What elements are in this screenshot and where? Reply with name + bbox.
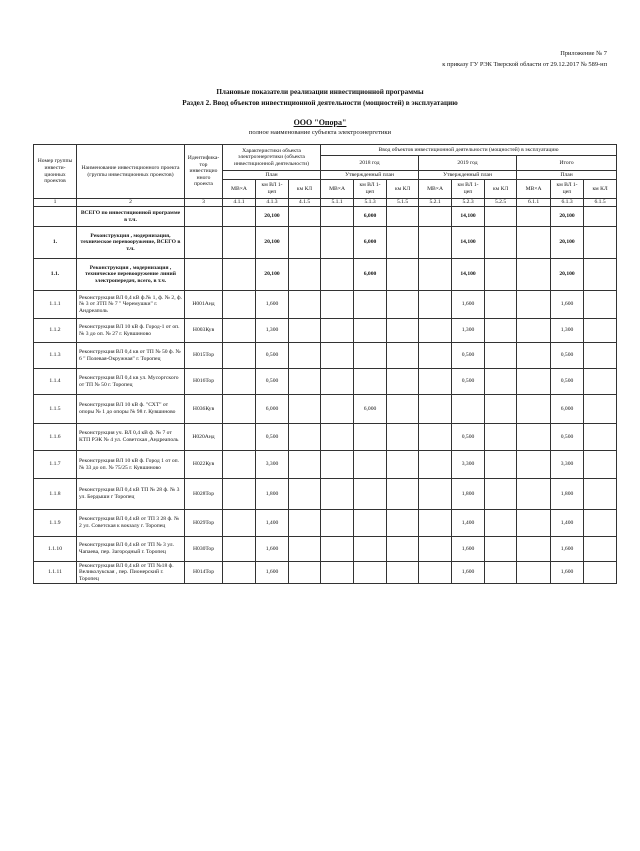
row-number: 1.1. [34, 259, 77, 291]
column-number: 3 [185, 199, 223, 207]
empty-cell [321, 451, 354, 479]
empty-cell [223, 227, 256, 259]
row-2019-km-vl: 0,500 [452, 424, 485, 451]
empty-cell [289, 424, 321, 451]
row-project-id: Н030Тор [185, 537, 223, 562]
row-total-km-vl: 20,100 [551, 207, 584, 227]
empty-cell [517, 291, 551, 319]
header-year-2018: 2018 год [321, 156, 419, 171]
column-number-row [34, 199, 617, 207]
row-project-name: Реконструкция , модернизация, техническое перевооружение, ВСЕГО в т.ч. [77, 227, 185, 259]
table-body [34, 207, 617, 584]
investment-table [33, 144, 617, 584]
row-total-km-vl: 0,500 [551, 369, 584, 395]
empty-cell [387, 424, 419, 451]
empty-cell [517, 207, 551, 227]
header-unit-km-kl: км КЛ [584, 180, 617, 199]
empty-cell [223, 259, 256, 291]
row-project-id: Н029Тор [185, 510, 223, 537]
header-unit-km-kl: км КЛ [387, 180, 419, 199]
column-number: 6.1.5 [584, 199, 617, 207]
section-title: Раздел 2. Ввод объектов инвестиционной деятельности (мощностей) в эксплуатацию [182, 99, 458, 107]
empty-cell [584, 369, 617, 395]
row-plan-km-vl: 1,600 [256, 562, 289, 584]
empty-cell [223, 510, 256, 537]
empty-cell [387, 562, 419, 584]
empty-cell [485, 259, 517, 291]
empty-cell [387, 451, 419, 479]
empty-cell [387, 369, 419, 395]
empty-cell [289, 207, 321, 227]
row-project-id: Н036Кув [185, 395, 223, 424]
document-title: Плановые показатели реализации инвестиционной программы [216, 88, 424, 96]
table-row [34, 395, 617, 424]
empty-cell [419, 227, 452, 259]
row-total-km-vl: 6,000 [551, 395, 584, 424]
document-header [442, 48, 607, 70]
empty-cell [321, 207, 354, 227]
empty-cell [584, 227, 617, 259]
empty-cell [387, 259, 419, 291]
header-characteristics: Характеристики объекта электроэнергетики (объекта инвестиционной деятельности) [223, 145, 321, 171]
row-2019-km-vl: 1,400 [452, 510, 485, 537]
row-project-id [185, 259, 223, 291]
empty-cell [485, 510, 517, 537]
empty-cell [387, 291, 419, 319]
empty-cell [289, 510, 321, 537]
empty-cell [517, 259, 551, 291]
row-plan-km-vl: 20,100 [256, 259, 289, 291]
row-plan-km-vl: 20,100 [256, 207, 289, 227]
row-plan-km-vl: 1,600 [256, 537, 289, 562]
row-number: 1.1.5 [34, 395, 77, 424]
row-project-name: Реконструкция ВЛ 0,4 кВ от ТП 3 28 ф. № 2 ул. Советская к вокзалу г. Торопец [77, 510, 185, 537]
empty-cell [517, 319, 551, 343]
table-row [34, 319, 617, 343]
table-row [34, 369, 617, 395]
table-row [34, 227, 617, 259]
table-row [34, 343, 617, 369]
empty-cell [387, 207, 419, 227]
empty-cell [321, 562, 354, 584]
empty-cell [223, 537, 256, 562]
header-unit-km-vl: км ВЛ 1-цеп [256, 180, 289, 199]
row-number: 1.1.1 [34, 291, 77, 319]
empty-cell [485, 479, 517, 510]
row-project-id: Н014Тор [185, 562, 223, 584]
row-project-name: Реконструкция уч. ВЛ 0,4 кВ ф. № 7 от КТП РЭК № 4 ул. Советская ,Андреаполь [77, 424, 185, 451]
empty-cell [387, 510, 419, 537]
row-project-name: Реконструкция ВЛ 10 кВ ф. Город-1 от оп. № 3 до оп. № 27 г. Кувшиново [77, 319, 185, 343]
row-project-id: Н022Кув [185, 451, 223, 479]
empty-cell [321, 319, 354, 343]
row-number: 1.1.4 [34, 369, 77, 395]
row-2019-km-vl: 1,600 [452, 562, 485, 584]
table-row [34, 291, 617, 319]
empty-cell [223, 207, 256, 227]
header-name: Наименование инвестиционного проекта (группы инвестиционных проектов) [77, 145, 185, 199]
header-unit-mva: МВ×А [321, 180, 354, 199]
row-2019-km-vl: 1,800 [452, 479, 485, 510]
row-total-km-vl: 0,500 [551, 424, 584, 451]
row-2018-km-vl: 6,000 [354, 259, 387, 291]
table-row [34, 424, 617, 451]
empty-cell [387, 537, 419, 562]
empty-cell [321, 395, 354, 424]
row-number: 1.1.8 [34, 479, 77, 510]
row-2019-km-vl: 14,100 [452, 227, 485, 259]
header-plan-total: План [517, 171, 617, 180]
empty-cell [419, 207, 452, 227]
row-2019-km-vl: 1,600 [452, 537, 485, 562]
organization-name: ООО "Опора" [293, 118, 347, 127]
empty-cell [289, 291, 321, 319]
row-total-km-vl: 20,100 [551, 259, 584, 291]
row-number: 1.1.3 [34, 343, 77, 369]
header-commissioning: Ввод объектов инвестиционной деятельности (мощностей) в эксплуатацию [321, 145, 617, 156]
empty-cell [321, 369, 354, 395]
empty-cell [289, 343, 321, 369]
empty-cell [419, 424, 452, 451]
table-row [34, 259, 617, 291]
row-project-id [185, 227, 223, 259]
empty-cell [485, 319, 517, 343]
empty-cell [223, 291, 256, 319]
empty-cell [584, 562, 617, 584]
header-unit-km-kl: км КЛ [289, 180, 321, 199]
row-project-name: Реконструкция , модернизация , техническое перевооружение линий электропередач, всего, в т.ч. [77, 259, 185, 291]
row-plan-km-vl: 1,400 [256, 510, 289, 537]
empty-cell [517, 369, 551, 395]
row-number: 1.1.7 [34, 451, 77, 479]
row-project-name: Реконструкция ВЛ 0,4 кВ ф.№ 1, ф. № 2, ф. № 3 от ЗТП № 7 " Черемушки" г. Андреаполь [77, 291, 185, 319]
empty-cell [387, 343, 419, 369]
empty-cell [419, 562, 452, 584]
empty-cell [485, 451, 517, 479]
column-number: 6.1.1 [517, 199, 551, 207]
empty-cell [419, 319, 452, 343]
row-2018-km-vl: 6,000 [354, 227, 387, 259]
empty-cell [485, 369, 517, 395]
column-number: 4.1.3 [256, 199, 289, 207]
empty-cell [289, 227, 321, 259]
table-row [34, 562, 617, 584]
header-unit-mva: МВ×А [223, 180, 256, 199]
empty-cell [485, 395, 517, 424]
row-number [34, 207, 77, 227]
table-row [34, 479, 617, 510]
row-number: 1.1.11 [34, 562, 77, 584]
header-unit-km-vl: км ВЛ 1-цеп [452, 180, 485, 199]
header-unit-mva: МВ×А [517, 180, 551, 199]
column-number: 5.1.5 [387, 199, 419, 207]
column-number: 1 [34, 199, 77, 207]
row-project-name: Реконструкция ВЛ 0,4 кв ул. Мусоргского от ТП № 50 г. Торопец [77, 369, 185, 395]
empty-cell [419, 395, 452, 424]
row-number: 1.1.10 [34, 537, 77, 562]
empty-cell [485, 291, 517, 319]
empty-cell [223, 343, 256, 369]
row-2018-km-vl [354, 424, 387, 451]
row-2018-km-vl [354, 510, 387, 537]
empty-cell [321, 343, 354, 369]
row-2019-km-vl [452, 395, 485, 424]
row-project-id: Н020Анд [185, 424, 223, 451]
empty-cell [387, 319, 419, 343]
empty-cell [517, 562, 551, 584]
empty-cell [419, 537, 452, 562]
row-plan-km-vl: 6,000 [256, 395, 289, 424]
row-project-name: ВСЕГО по инвестиционной программе в т.ч. [77, 207, 185, 227]
header-id: Идентифика-тор инвестицио нного проекта [185, 145, 223, 199]
empty-cell [321, 291, 354, 319]
header-num: Номер группы инвести-ционных проектов [34, 145, 77, 199]
empty-cell [289, 395, 321, 424]
empty-cell [517, 343, 551, 369]
empty-cell [223, 424, 256, 451]
row-project-id: Н028Тор [185, 479, 223, 510]
empty-cell [485, 537, 517, 562]
row-total-km-vl: 1,600 [551, 291, 584, 319]
row-total-km-vl: 1,800 [551, 479, 584, 510]
empty-cell [485, 207, 517, 227]
empty-cell [584, 479, 617, 510]
empty-cell [584, 291, 617, 319]
table-row [34, 537, 617, 562]
row-2019-km-vl: 1,600 [452, 291, 485, 319]
empty-cell [419, 343, 452, 369]
row-2019-km-vl: 0,500 [452, 369, 485, 395]
row-2019-km-vl: 14,100 [452, 259, 485, 291]
row-plan-km-vl: 1,800 [256, 479, 289, 510]
row-2018-km-vl [354, 562, 387, 584]
row-number: 1.1.9 [34, 510, 77, 537]
row-plan-km-vl: 0,500 [256, 343, 289, 369]
empty-cell [485, 343, 517, 369]
column-number: 2 [77, 199, 185, 207]
row-plan-km-vl: 1,300 [256, 319, 289, 343]
row-project-name: Реконструкция ВЛ 10 кВ ф. "СХТ" от опоры № 1 до опоры № 98 г. Кувшиново [77, 395, 185, 424]
empty-cell [223, 395, 256, 424]
header-total: Итого [517, 156, 617, 171]
empty-cell [223, 319, 256, 343]
empty-cell [321, 479, 354, 510]
empty-cell [321, 537, 354, 562]
empty-cell [517, 227, 551, 259]
empty-cell [517, 479, 551, 510]
row-total-km-vl: 1,600 [551, 562, 584, 584]
header-unit-km-vl: км ВЛ 1-цеп [551, 180, 584, 199]
empty-cell [419, 291, 452, 319]
row-project-name: Реконструкция ВЛ 0,4 кв от ТП № 50 ф. № 6 " Полевая-Окружная" г. Торопец [77, 343, 185, 369]
row-2019-km-vl: 0,500 [452, 343, 485, 369]
column-number: 5.2.5 [485, 199, 517, 207]
row-project-id: Н015Тор [185, 343, 223, 369]
row-2018-km-vl [354, 291, 387, 319]
empty-cell [584, 537, 617, 562]
empty-cell [223, 562, 256, 584]
row-project-name: Реконструкция ВЛ 10 кВ ф. Город 1 от оп. № 33 до оп. № 75/25 г. Кувшиново [77, 451, 185, 479]
empty-cell [321, 510, 354, 537]
row-plan-km-vl: 0,500 [256, 369, 289, 395]
row-plan-km-vl: 1,600 [256, 291, 289, 319]
empty-cell [419, 451, 452, 479]
table-row [34, 207, 617, 227]
header-unit-km-vl: км ВЛ 1-цеп [354, 180, 387, 199]
row-number: 1.1.2 [34, 319, 77, 343]
column-number: 4.1.5 [289, 199, 321, 207]
empty-cell [321, 227, 354, 259]
row-2019-km-vl: 14,100 [452, 207, 485, 227]
row-2018-km-vl: 6,000 [354, 207, 387, 227]
row-project-name: Реконструкция ВЛ 0,4 кВ от ТП №18 ф. Великолукская , пер. Пионерский г. Торопец [77, 562, 185, 584]
empty-cell [321, 424, 354, 451]
empty-cell [223, 479, 256, 510]
row-2018-km-vl [354, 343, 387, 369]
empty-cell [387, 227, 419, 259]
empty-cell [584, 451, 617, 479]
column-number: 6.1.3 [551, 199, 584, 207]
header-unit-km-kl: км КЛ [485, 180, 517, 199]
empty-cell [517, 510, 551, 537]
row-total-km-vl: 1,300 [551, 319, 584, 343]
row-plan-km-vl: 0,500 [256, 424, 289, 451]
row-project-id: Н003Кув [185, 319, 223, 343]
empty-cell [387, 395, 419, 424]
empty-cell [584, 395, 617, 424]
empty-cell [517, 424, 551, 451]
row-2018-km-vl [354, 451, 387, 479]
empty-cell [517, 395, 551, 424]
empty-cell [584, 319, 617, 343]
row-project-name: Реконструкция ВЛ 0,4 кВ ТП № 28 ф. № 3 ул. Бердыши г Торопец [77, 479, 185, 510]
empty-cell [289, 369, 321, 395]
empty-cell [289, 537, 321, 562]
empty-cell [485, 424, 517, 451]
empty-cell [517, 537, 551, 562]
empty-cell [419, 510, 452, 537]
empty-cell [584, 510, 617, 537]
row-2018-km-vl: 6,000 [354, 395, 387, 424]
empty-cell [485, 562, 517, 584]
header-year-2019: 2019 год [419, 156, 517, 171]
empty-cell [419, 259, 452, 291]
column-number: 5.2.1 [419, 199, 452, 207]
row-project-id [185, 207, 223, 227]
empty-cell [517, 451, 551, 479]
row-project-id: Н016Тор [185, 369, 223, 395]
column-number: 5.2.3 [452, 199, 485, 207]
row-2018-km-vl [354, 319, 387, 343]
empty-cell [289, 451, 321, 479]
header-approved-2018: Утвержденный план [321, 171, 419, 180]
header-approved-2019: Утвержденный план [419, 171, 517, 180]
row-2019-km-vl: 1,300 [452, 319, 485, 343]
row-total-km-vl: 1,600 [551, 537, 584, 562]
row-number: 1. [34, 227, 77, 259]
empty-cell [289, 259, 321, 291]
row-total-km-vl: 3,300 [551, 451, 584, 479]
row-total-km-vl: 20,100 [551, 227, 584, 259]
appendix-label: Приложение № 7 [560, 50, 607, 57]
header-plan: План [223, 171, 321, 180]
column-number: 4.1.1 [223, 199, 256, 207]
table-row [34, 451, 617, 479]
row-plan-km-vl: 3,300 [256, 451, 289, 479]
header-unit-mva: МВ×А [419, 180, 452, 199]
organization-caption: полное наименование субъекта электроэнергетики [248, 129, 392, 136]
row-total-km-vl: 1,400 [551, 510, 584, 537]
empty-cell [289, 319, 321, 343]
empty-cell [485, 227, 517, 259]
table-row [34, 510, 617, 537]
empty-cell [223, 451, 256, 479]
empty-cell [584, 343, 617, 369]
row-project-id: Н001Анд [185, 291, 223, 319]
empty-cell [289, 562, 321, 584]
column-number: 5.1.1 [321, 199, 354, 207]
empty-cell [419, 479, 452, 510]
empty-cell [584, 207, 617, 227]
row-plan-km-vl: 20,100 [256, 227, 289, 259]
empty-cell [289, 479, 321, 510]
row-total-km-vl: 0,500 [551, 343, 584, 369]
row-2018-km-vl [354, 479, 387, 510]
empty-cell [321, 259, 354, 291]
row-project-name: Реконструкция ВЛ 0,4 кВ от ТП № 3 ул. Чапаева, пер. Загородный г. Торопец [77, 537, 185, 562]
column-number: 5.1.3 [354, 199, 387, 207]
row-number: 1.1.6 [34, 424, 77, 451]
empty-cell [387, 479, 419, 510]
order-reference: к приказу ГУ РЭК Тверской области от 29.12.2017 № 589-нп [442, 61, 607, 68]
empty-cell [223, 369, 256, 395]
row-2018-km-vl [354, 369, 387, 395]
row-2019-km-vl: 3,300 [452, 451, 485, 479]
empty-cell [419, 369, 452, 395]
row-2018-km-vl [354, 537, 387, 562]
empty-cell [584, 259, 617, 291]
empty-cell [584, 424, 617, 451]
